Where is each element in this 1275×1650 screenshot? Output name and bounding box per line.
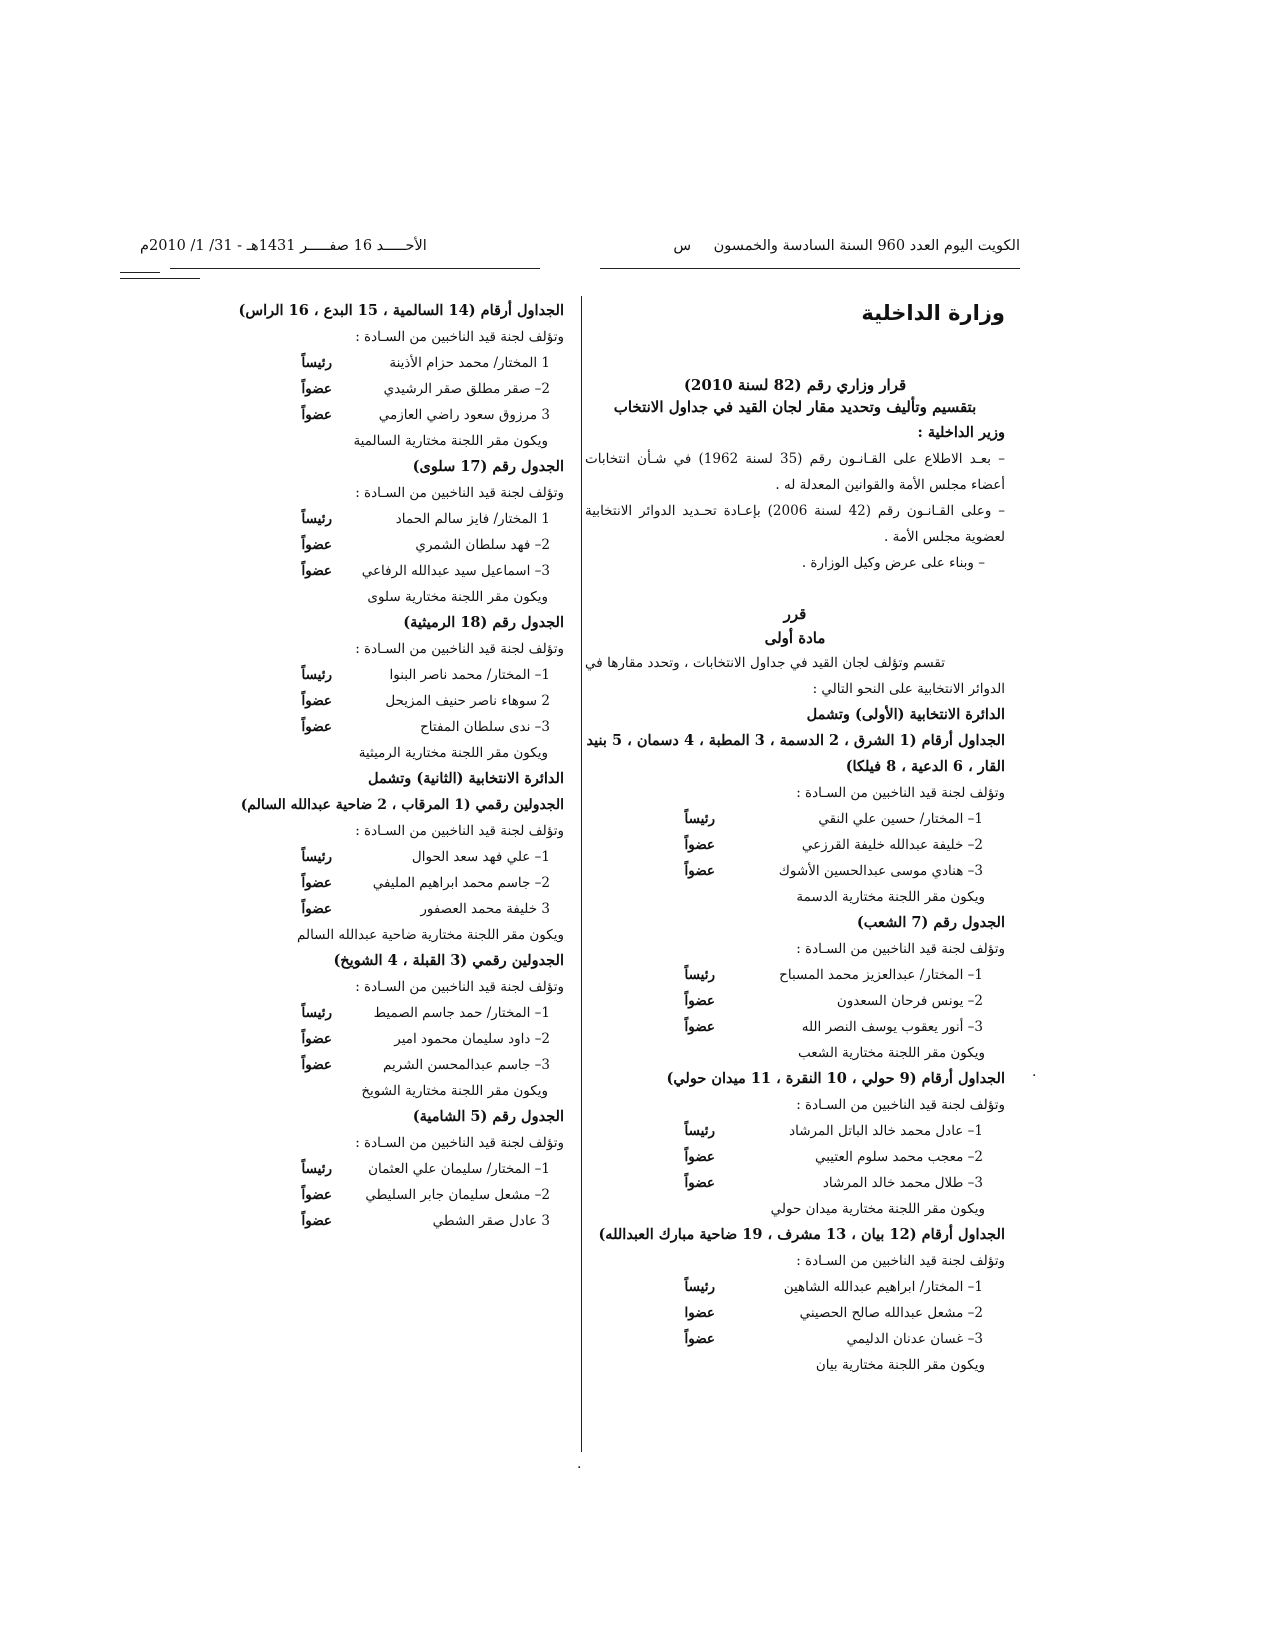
- member-row: [585, 1118, 1005, 1144]
- member-name: 3– غسان عدنان الدليمي: [846, 1331, 983, 1347]
- member-row: [212, 1156, 564, 1182]
- committee-seat: ويكون مقر اللجنة مختارية بيان: [815, 1357, 985, 1373]
- committee-heading: الجدول رقم (5 الشامية): [412, 1108, 564, 1125]
- header-issue-line: [673, 238, 1020, 254]
- member-row: [585, 1326, 1005, 1352]
- decided-heading: قرر: [783, 605, 807, 623]
- committee-block: [212, 948, 564, 1104]
- header-date: الأحـــــد 16 صفـــــر 1431هـ - 31/ 1/ 2010م: [140, 238, 427, 254]
- member-role: عضواً: [301, 1213, 332, 1229]
- committee-block: [585, 1066, 1005, 1222]
- header-rule-left-short: [120, 272, 160, 273]
- member-name: 1– عادل محمد خالد الباتل المرشاد: [789, 1123, 983, 1139]
- member-row: [212, 532, 564, 558]
- member-name: 1– المختار/ محمد ناصر البنوا: [389, 667, 550, 683]
- member-name: 2– خليفة عبدالله خليفة القرزعي: [801, 837, 983, 853]
- scan-speck: ·: [1032, 1068, 1037, 1084]
- committee-block: [212, 298, 564, 454]
- committee-block: [212, 1104, 564, 1234]
- scan-speck: ·: [577, 1460, 582, 1476]
- member-name: 3 مرزوق سعود راضي العازمي: [378, 407, 550, 423]
- member-row: [212, 896, 564, 922]
- decree-number: قرار وزاري رقم (82 لسنة 2010): [683, 376, 907, 394]
- member-name: 2– فهد سلطان الشمري: [415, 537, 550, 553]
- member-row: [585, 988, 1005, 1014]
- district-1-heading: الدائرة الانتخابية (الأولى) وتشمل: [806, 706, 1005, 723]
- committee-seat: ويكون مقر اللجنة مختارية الرميثية: [358, 745, 548, 761]
- committee-intro: وتؤلف لجنة قيد الناخبين من السـادة :: [355, 329, 564, 345]
- member-name: 2– معجب محمد سلوم العتيبي: [814, 1149, 983, 1165]
- member-name: 2– داود سليمان محمود امير: [394, 1031, 550, 1047]
- member-row: [212, 1026, 564, 1052]
- member-row: [212, 350, 564, 376]
- member-name: 2– جاسم محمد ابراهيم المليفي: [372, 875, 550, 891]
- right-column: [585, 298, 1005, 1378]
- member-row: [212, 870, 564, 896]
- member-role: عضواً: [301, 1187, 332, 1203]
- committee-block: [585, 1222, 1005, 1378]
- member-name: 1– المختار/ سليمان علي العثمان: [368, 1161, 550, 1177]
- header-rule-left-under: [120, 278, 200, 279]
- member-row: [212, 506, 564, 532]
- member-role: عضواً: [301, 407, 332, 423]
- member-row: [212, 662, 564, 688]
- left-column: [212, 298, 564, 1234]
- committee-intro: وتؤلف لجنة قيد الناخبين من السـادة :: [796, 785, 1005, 801]
- member-row: [212, 688, 564, 714]
- running-header: [140, 238, 1020, 262]
- committee-intro: وتؤلف لجنة قيد الناخبين من السـادة :: [355, 823, 564, 839]
- member-row: [212, 1052, 564, 1078]
- committee-heading: الجدولين رقمي (1 المرقاب ، 2 ضاحية عبدالله السالم): [240, 797, 564, 813]
- committee-block: [585, 728, 1005, 910]
- committee-heading: الجداول أرقام (1 الشرق ، 2 الدسمة ، 3 المطبة ، 4 دسمان ، 5 بنيد القار ، 6 الدعية ، 8 فيلكا): [586, 732, 1005, 775]
- member-row: [585, 1144, 1005, 1170]
- member-row: [585, 1014, 1005, 1040]
- column-divider: [581, 296, 582, 1452]
- member-row: [585, 832, 1005, 858]
- member-row: [585, 1274, 1005, 1300]
- committee-seat: ويكون مقر اللجنة مختارية الشعب: [798, 1045, 985, 1061]
- member-role: عضواً: [684, 1019, 715, 1035]
- member-name: 1– المختار/ ابراهيم عبدالله الشاهين: [783, 1279, 983, 1295]
- member-name: 1– المختار/ حسين علي النقي: [818, 811, 983, 827]
- member-row: [212, 402, 564, 428]
- member-role: عضواً: [301, 875, 332, 891]
- member-row: [212, 1208, 564, 1234]
- committee-intro: وتؤلف لجنة قيد الناخبين من السـادة :: [355, 979, 564, 995]
- member-role: عضواً: [301, 537, 332, 553]
- member-name: 3 عادل صقر الشطي: [432, 1213, 550, 1229]
- member-role: رئيساً: [684, 967, 715, 983]
- member-role: رئيساً: [684, 1123, 715, 1139]
- member-role: عضواً: [301, 1057, 332, 1073]
- member-role: رئيساً: [301, 1161, 332, 1177]
- committee-block: [212, 610, 564, 766]
- committee-seat: ويكون مقر اللجنة مختارية ميدان حولي: [770, 1201, 985, 1217]
- committee-intro: وتؤلف لجنة قيد الناخبين من السـادة :: [796, 1097, 1005, 1113]
- member-name: 1 المختار/ فايز سالم الحماد: [395, 511, 550, 527]
- preamble-2: – وعلى القـانـون رقم (42 لسنة 2006) بإعـادة تحـديد الدوائر الانتخابية لعضوية مجلس الأمة .: [585, 503, 1005, 545]
- member-row: [585, 806, 1005, 832]
- header-rule-left: [170, 268, 540, 269]
- member-name: 1– علي فهد سعد الحوال: [411, 849, 550, 865]
- committee-seat: ويكون مقر اللجنة مختارية السالمية: [353, 433, 548, 449]
- decree-subject: بتقسيم وتأليف وتحديد مقار لجان القيد في جداول الانتخاب: [613, 398, 977, 416]
- preamble-3: – وبناء على عرض وكيل الوزارة .: [801, 555, 985, 571]
- ministry-title: وزارة الداخلية: [861, 301, 1005, 325]
- member-role: عضواً: [301, 1031, 332, 1047]
- committee-heading: الجداول أرقام (14 السالمية ، 15 البدع ، 16 الراس): [238, 302, 564, 319]
- committee-seat: ويكون مقر اللجنة مختارية ضاحية عبدالله السالم: [296, 927, 564, 943]
- member-name: 2– مشعل عبدالله صالح الحصيني: [799, 1305, 983, 1321]
- committee-intro: وتؤلف لجنة قيد الناخبين من السـادة :: [355, 485, 564, 501]
- member-row: [212, 1000, 564, 1026]
- committee-seat: ويكون مقر اللجنة مختارية الدسمة: [796, 889, 985, 905]
- committee-intro: وتؤلف لجنة قيد الناخبين من السـادة :: [355, 641, 564, 657]
- member-role: عضواً: [301, 563, 332, 579]
- member-name: 1– المختار/ حمد جاسم الصميط: [373, 1005, 550, 1021]
- member-role: رئيساً: [301, 511, 332, 527]
- committee-block: [212, 454, 564, 610]
- committee-seat: ويكون مقر اللجنة مختارية الشويخ: [361, 1083, 548, 1099]
- committee-block: [212, 792, 564, 948]
- member-role: رئيساً: [301, 667, 332, 683]
- committee-intro: وتؤلف لجنة قيد الناخبين من السـادة :: [355, 1135, 564, 1151]
- member-role: عضوا: [684, 1305, 715, 1321]
- header-page-mark: س: [673, 238, 692, 254]
- member-name: 2– مشعل سليمان جابر السليطي: [365, 1187, 550, 1203]
- committee-heading: الجدولين رقمي (3 القبلة ، 4 الشويخ): [333, 952, 564, 969]
- member-row: [585, 1170, 1005, 1196]
- member-row: [212, 1182, 564, 1208]
- minister-line: وزير الداخلية :: [917, 424, 1005, 441]
- member-name: 2– صقر مطلق صقر الرشيدي: [383, 381, 550, 397]
- article-text: تقسم وتؤلف لجان القيد في جداول الانتخابات ، وتحدد مقارها في الدوائر الانتخابية على النحو التالي :: [585, 655, 1005, 697]
- member-role: عضواً: [301, 901, 332, 917]
- member-name: 3– جاسم عبدالمحسن الشريم: [383, 1057, 550, 1073]
- member-row: [212, 844, 564, 870]
- member-row: [212, 714, 564, 740]
- member-name: 2 سوهاء ناصر حنيف المزيحل: [385, 693, 550, 709]
- member-name: 3– اسماعيل سيد عبدالله الرفاعي: [361, 563, 550, 579]
- member-row: [585, 858, 1005, 884]
- committee-heading: الجدول رقم (18 الرميثية): [403, 614, 564, 631]
- member-row: [585, 962, 1005, 988]
- member-name: 3 خليفة محمد العصفور: [420, 901, 550, 917]
- member-name: 1– المختار/ عبدالعزيز محمد المسباح: [779, 967, 983, 983]
- member-role: رئيساً: [301, 849, 332, 865]
- district-2-heading: الدائرة الانتخابية (الثانية) وتشمل: [367, 770, 564, 787]
- member-name: 2– يونس فرحان السعدون: [836, 993, 983, 1009]
- member-name: 3– ندى سلطان المفتاح: [420, 719, 550, 735]
- committee-block: [585, 910, 1005, 1066]
- header-issue: الكويت اليوم العدد 960 السنة السادسة والخمسون: [713, 238, 1020, 254]
- member-row: [585, 1300, 1005, 1326]
- member-role: عضواً: [684, 863, 715, 879]
- member-role: رئيساً: [684, 1279, 715, 1295]
- committee-intro: وتؤلف لجنة قيد الناخبين من السـادة :: [796, 1253, 1005, 1269]
- member-role: عضواً: [684, 993, 715, 1009]
- header-rule-right: [600, 268, 1020, 269]
- member-role: عضواً: [684, 1175, 715, 1191]
- member-name: 3– أنور يعقوب يوسف النصر الله: [801, 1019, 983, 1035]
- member-role: عضواً: [301, 381, 332, 397]
- member-row: [212, 558, 564, 584]
- member-row: [212, 376, 564, 402]
- member-role: عضواً: [684, 837, 715, 853]
- committee-heading: الجداول أرقام (12 بيان ، 13 مشرف ، 19 ضاحية مبارك العبدالله): [598, 1226, 1005, 1243]
- preamble-1: – بعـد الاطلاع على القـانـون رقم (35 لسنة 1962) في شـأن انتخابات أعضاء مجلس الأمة والقوانين المعدلة له .: [585, 451, 1005, 493]
- member-role: رئيساً: [684, 811, 715, 827]
- decree-title: [585, 374, 1005, 418]
- member-role: عضواً: [301, 693, 332, 709]
- committee-heading: الجدول رقم (17 سلوى): [412, 458, 564, 475]
- committee-intro: وتؤلف لجنة قيد الناخبين من السـادة :: [796, 941, 1005, 957]
- member-name: 3– هنادي موسى عبدالحسين الأشوك: [778, 863, 983, 879]
- member-role: عضواً: [684, 1331, 715, 1347]
- committee-heading: الجدول رقم (7 الشعب): [856, 914, 1005, 931]
- member-role: رئيساً: [301, 1005, 332, 1021]
- member-role: رئيساً: [301, 355, 332, 371]
- committee-heading: الجداول أرقام (9 حولي ، 10 النقرة ، 11 ميدان حولي): [666, 1070, 1005, 1087]
- member-role: عضواً: [301, 719, 332, 735]
- member-name: 3– طلال محمد خالد المرشاد: [822, 1175, 983, 1191]
- committee-seat: ويكون مقر اللجنة مختارية سلوى: [367, 589, 548, 605]
- member-name: 1 المختار/ محمد حزام الأذينة: [389, 355, 550, 371]
- article-heading: مادة أولى: [764, 629, 826, 647]
- member-role: عضواً: [684, 1149, 715, 1165]
